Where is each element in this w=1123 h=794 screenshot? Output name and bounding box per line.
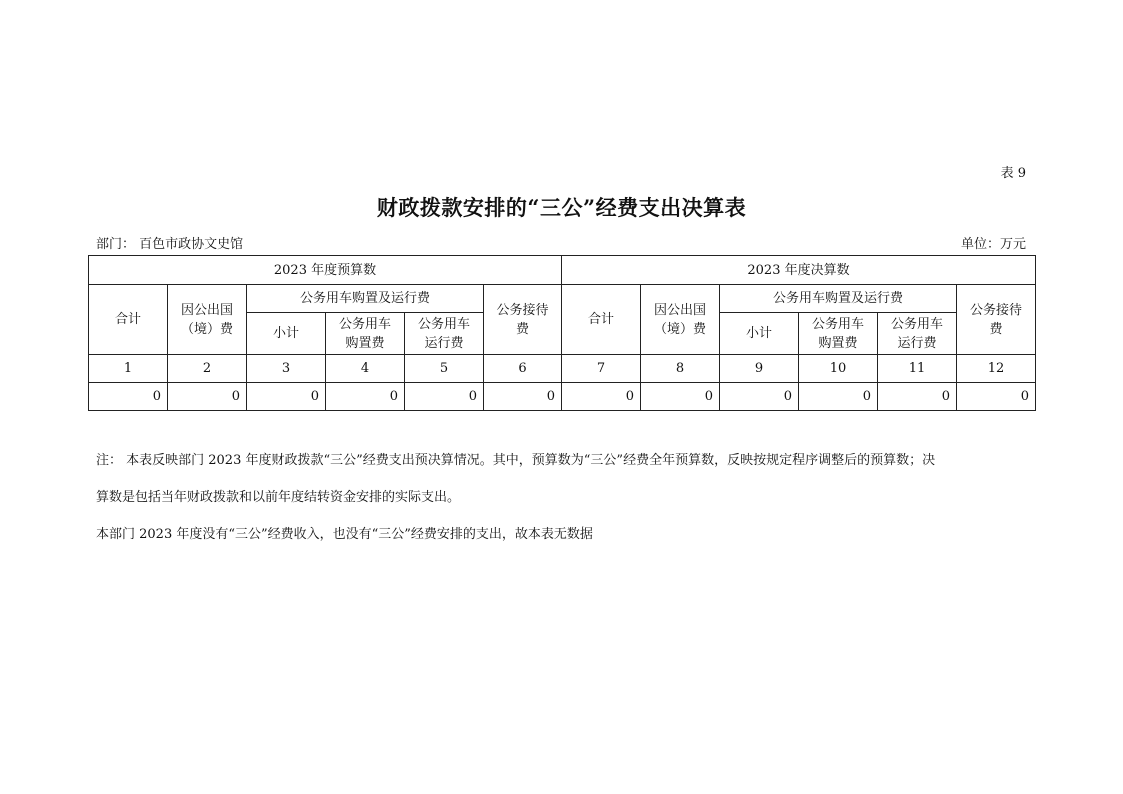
budget-vehicle-operation-header [405,313,484,355]
expenditure-table [88,255,1036,411]
value-cell: 0 [247,383,326,411]
note-line-3: 本部门 2023 年度没有“三公”经费收入，也没有“三公”经费安排的支出，故本表无数据 [96,527,593,542]
final-reception-header-line2: 费 [989,321,1003,337]
note-line-1: 注： 本表反映部门 2023 年度财政拨款“三公”经费支出预决算情况。其中，预算数为“三公”经费全年预算数，反映按规定程序调整后的预算数；决 [96,453,936,468]
value-cell: 0 [720,383,799,411]
index-cell: 3 [247,355,326,383]
value-cell: 0 [168,383,247,411]
note-line-2: 算数是包括当年财政拨款和以前年度结转资金安排的实际支出。 [96,490,461,505]
final-vehicle-operation-line2: 运行费 [897,335,937,351]
value-cell: 0 [326,383,405,411]
budget-abroad-header [168,285,247,355]
index-cell: 12 [957,355,1036,383]
budget-vehicle-operation-line1: 公务用车 [417,316,470,332]
index-cell: 7 [562,355,641,383]
index-cell: 8 [641,355,720,383]
index-cell: 4 [326,355,405,383]
value-cell: 0 [957,383,1036,411]
value-cell: 0 [89,383,168,411]
final-vehicle-purchase-line2: 购置费 [818,335,858,351]
final-abroad-header-line2: （境）费 [653,321,706,337]
final-vehicle-group-header: 公务用车购置及运行费 [720,285,957,313]
header-row-group [89,256,1036,285]
final-total-header: 合计 [562,285,641,355]
index-cell: 9 [720,355,799,383]
index-cell: 2 [168,355,247,383]
budget-vehicle-purchase-line2: 购置费 [345,335,385,351]
page-title: 财政拨款安排的“三公”经费支出决算表 [376,195,747,220]
final-reception-header [957,285,1036,355]
budget-reception-header [484,285,562,355]
value-cell: 0 [562,383,641,411]
value-row [89,383,1036,411]
department-label: 部门： 百色市政协文史馆 [96,237,244,252]
unit-label: 单位：万元 [960,237,1026,252]
budget-vehicle-purchase-header [326,313,405,355]
budget-vehicle-operation-line2: 运行费 [424,335,464,351]
index-cell: 6 [484,355,562,383]
value-cell: 0 [484,383,562,411]
final-vehicle-purchase-line1: 公务用车 [811,316,864,332]
budget-reception-header-line1: 公务接待 [496,302,549,318]
value-cell: 0 [405,383,484,411]
header-row-columns [89,285,1036,313]
final-abroad-header [641,285,720,355]
budget-subtotal-header: 小计 [247,313,326,355]
value-cell: 0 [799,383,878,411]
budget-abroad-header-line2: （境）费 [180,321,233,337]
final-vehicle-operation-header [878,313,957,355]
final-subtotal-header: 小计 [720,313,799,355]
index-cell: 1 [89,355,168,383]
budget-vehicle-purchase-line1: 公务用车 [338,316,391,332]
index-row [89,355,1036,383]
final-group-header: 2023 年度决算数 [562,256,1036,285]
table-number: 表 9 [1000,166,1026,181]
index-cell: 10 [799,355,878,383]
budget-group-header: 2023 年度预算数 [89,256,562,285]
budget-total-header: 合计 [89,285,168,355]
budget-abroad-header-line1: 因公出国 [180,302,233,318]
index-cell: 11 [878,355,957,383]
final-vehicle-operation-line1: 公务用车 [890,316,943,332]
value-cell: 0 [878,383,957,411]
final-vehicle-purchase-header [799,313,878,355]
value-cell: 0 [641,383,720,411]
budget-reception-header-line2: 费 [515,321,529,337]
index-cell: 5 [405,355,484,383]
final-reception-header-line1: 公务接待 [969,302,1022,318]
budget-vehicle-group-header: 公务用车购置及运行费 [247,285,484,313]
final-abroad-header-line1: 因公出国 [653,302,706,318]
